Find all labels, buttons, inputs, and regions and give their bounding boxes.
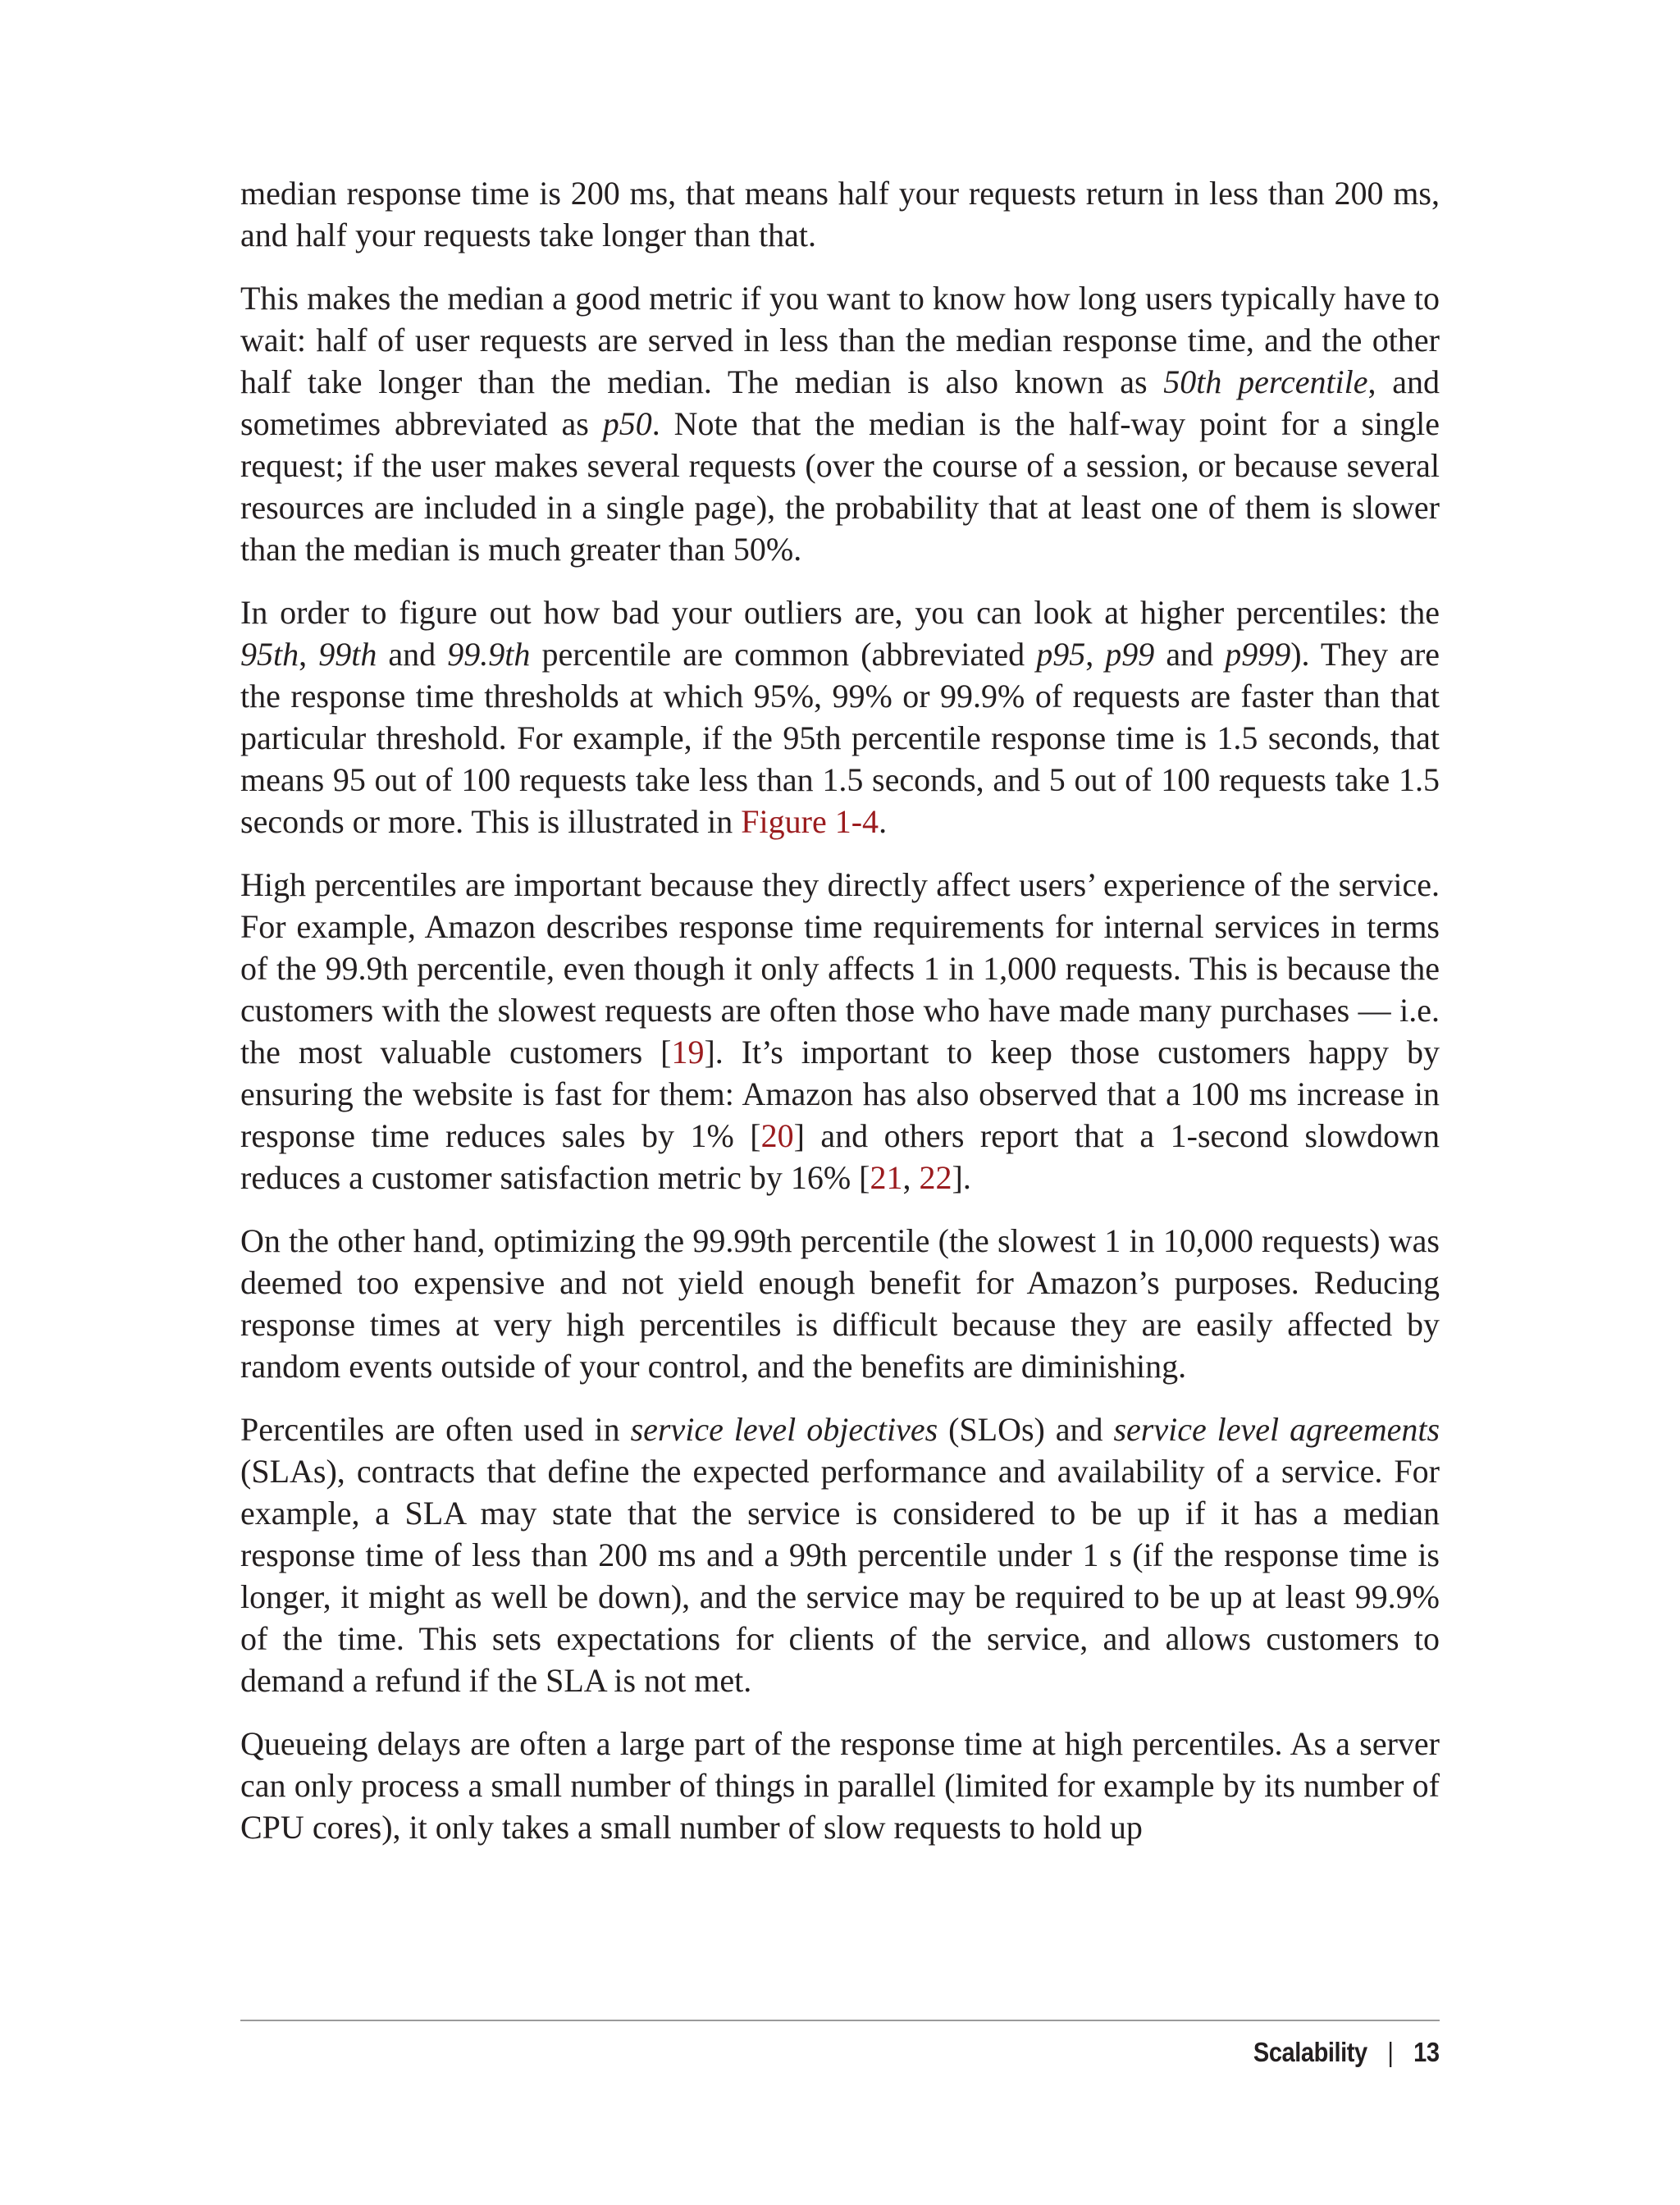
- paragraph-text: ,: [299, 636, 319, 673]
- paragraph-text: Queueing delays are often a large part of the response time at high percentiles. As a server can only process a small number of things in parallel (limited for example by its number of CPU cores), it only takes a small number of slow requests to hold up: [240, 1725, 1440, 1846]
- paragraph-text: (SLOs) and: [938, 1411, 1114, 1448]
- paragraph-text: ). They are the response time thresholds at which 95%, 99% or 99.9% of requests are faster than that particular threshold. For example, if the 95th percentile response time is 1.5 seconds, that means 95 out of 100 requests take less than 1.5 seconds, and 5 out of 100 requests take 1.5 seconds or more. This is illustrated in: [240, 636, 1440, 840]
- emphasis-term: 99th: [318, 636, 377, 673]
- paragraph-text: percentile are common (abbreviated: [530, 636, 1037, 673]
- citation-link[interactable]: 22: [919, 1159, 952, 1196]
- paragraph-text: ,: [902, 1159, 920, 1196]
- emphasis-term: 99.9th: [447, 636, 531, 673]
- paragraph-6: [240, 1408, 1440, 1701]
- emphasis-term: 95th: [240, 636, 299, 673]
- page-body: [240, 172, 1440, 1869]
- figure-link[interactable]: Figure 1-4: [741, 803, 879, 840]
- paragraph-text: .: [879, 803, 888, 840]
- paragraph-3: [240, 591, 1440, 842]
- paragraph-5: [240, 1220, 1440, 1387]
- running-section-title: Scalability: [1253, 2037, 1368, 2067]
- citation-link[interactable]: 21: [870, 1159, 903, 1196]
- emphasis-term: service level agreements: [1113, 1411, 1440, 1448]
- paragraph-text: and: [1154, 636, 1226, 673]
- paragraph-7: [240, 1723, 1440, 1848]
- emphasis-term: p50: [602, 405, 652, 442]
- emphasis-term: p999: [1225, 636, 1291, 673]
- page-number: 13: [1413, 2037, 1440, 2067]
- emphasis-term: p99: [1105, 636, 1155, 673]
- paragraph-1: [240, 172, 1440, 256]
- paragraph-text: , and sometimes abbreviated as: [240, 363, 1440, 442]
- paragraph-text: This makes the median a good metric if you want to know how long users typically have to wait: half of user requests are served in less than the median response time, and the other half take longer than the median. The median is also known as: [240, 280, 1440, 400]
- citation-link[interactable]: 20: [760, 1117, 794, 1154]
- paragraph-2: [240, 277, 1440, 570]
- footer-rule: [240, 2020, 1440, 2021]
- emphasis-term: 50th percentile: [1163, 363, 1368, 400]
- emphasis-term: p95: [1036, 636, 1086, 673]
- paragraph-text: (SLAs), contracts that define the expected performance and availability of a service. For example, a SLA may state that the service is considered to be up if it has a median response time of less than 200 ms and a 99th percentile under 1 s (if the response time is longer, it might as well be down), and the service may be required to be up at least 99.9% of the time. This sets expectations for clients of the service, and allows customers to demand a refund if the SLA is not met.: [240, 1453, 1440, 1699]
- paragraph-text: High percentiles are important because they directly affect users’ experience of the service. For example, Amazon describes response time requirements for internal services in terms of the 99.9th percentile, even though it only affects 1 in 1,000 requests. This is because the customers with the slowest requests are often those who have made many purchases — i.e. the most valuable customers [: [240, 866, 1440, 1071]
- paragraph-text: ] and others report that a 1-second slowdown reduces a customer satisfaction metric by 16% [: [240, 1117, 1440, 1196]
- paragraph-text: and: [377, 636, 448, 673]
- footer-separator: |: [1387, 2037, 1394, 2067]
- page-footer: [1253, 2033, 1440, 2072]
- emphasis-term: service level objectives: [630, 1411, 938, 1448]
- paragraph-text: median response time is 200 ms, that means half your requests return in less than 200 ms, and half your requests take longer than that.: [240, 175, 1440, 253]
- citation-link[interactable]: 19: [671, 1034, 705, 1071]
- paragraph-text: Percentiles are often used in: [240, 1411, 631, 1448]
- paragraph-text: ].: [952, 1159, 971, 1196]
- paragraph-text: In order to figure out how bad your outliers are, you can look at higher percentiles: the: [240, 594, 1440, 631]
- paragraph-text: ]. It’s important to keep those customers happy by ensuring the website is fast for them: Amazon has also observed that a 100 ms increase in response time reduces sales by 1% [: [240, 1034, 1440, 1154]
- paragraph-text: . Note that the median is the half-way point for a single request; if the user makes several requests (over the course of a session, or because several resources are included in a single page), the probability that at least one of them is slower than the median is much greater than 50%.: [240, 405, 1440, 568]
- paragraph-text: On the other hand, optimizing the 99.99th percentile (the slowest 1 in 10,000 requests) was deemed too expensive and not yield enough benefit for Amazon’s purposes. Reducing response times at very high percentiles is difficult because they are easily affected by random events outside of your control, and the benefits are diminishing.: [240, 1222, 1440, 1385]
- paragraph-text: ,: [1085, 636, 1106, 673]
- paragraph-4: [240, 864, 1440, 1198]
